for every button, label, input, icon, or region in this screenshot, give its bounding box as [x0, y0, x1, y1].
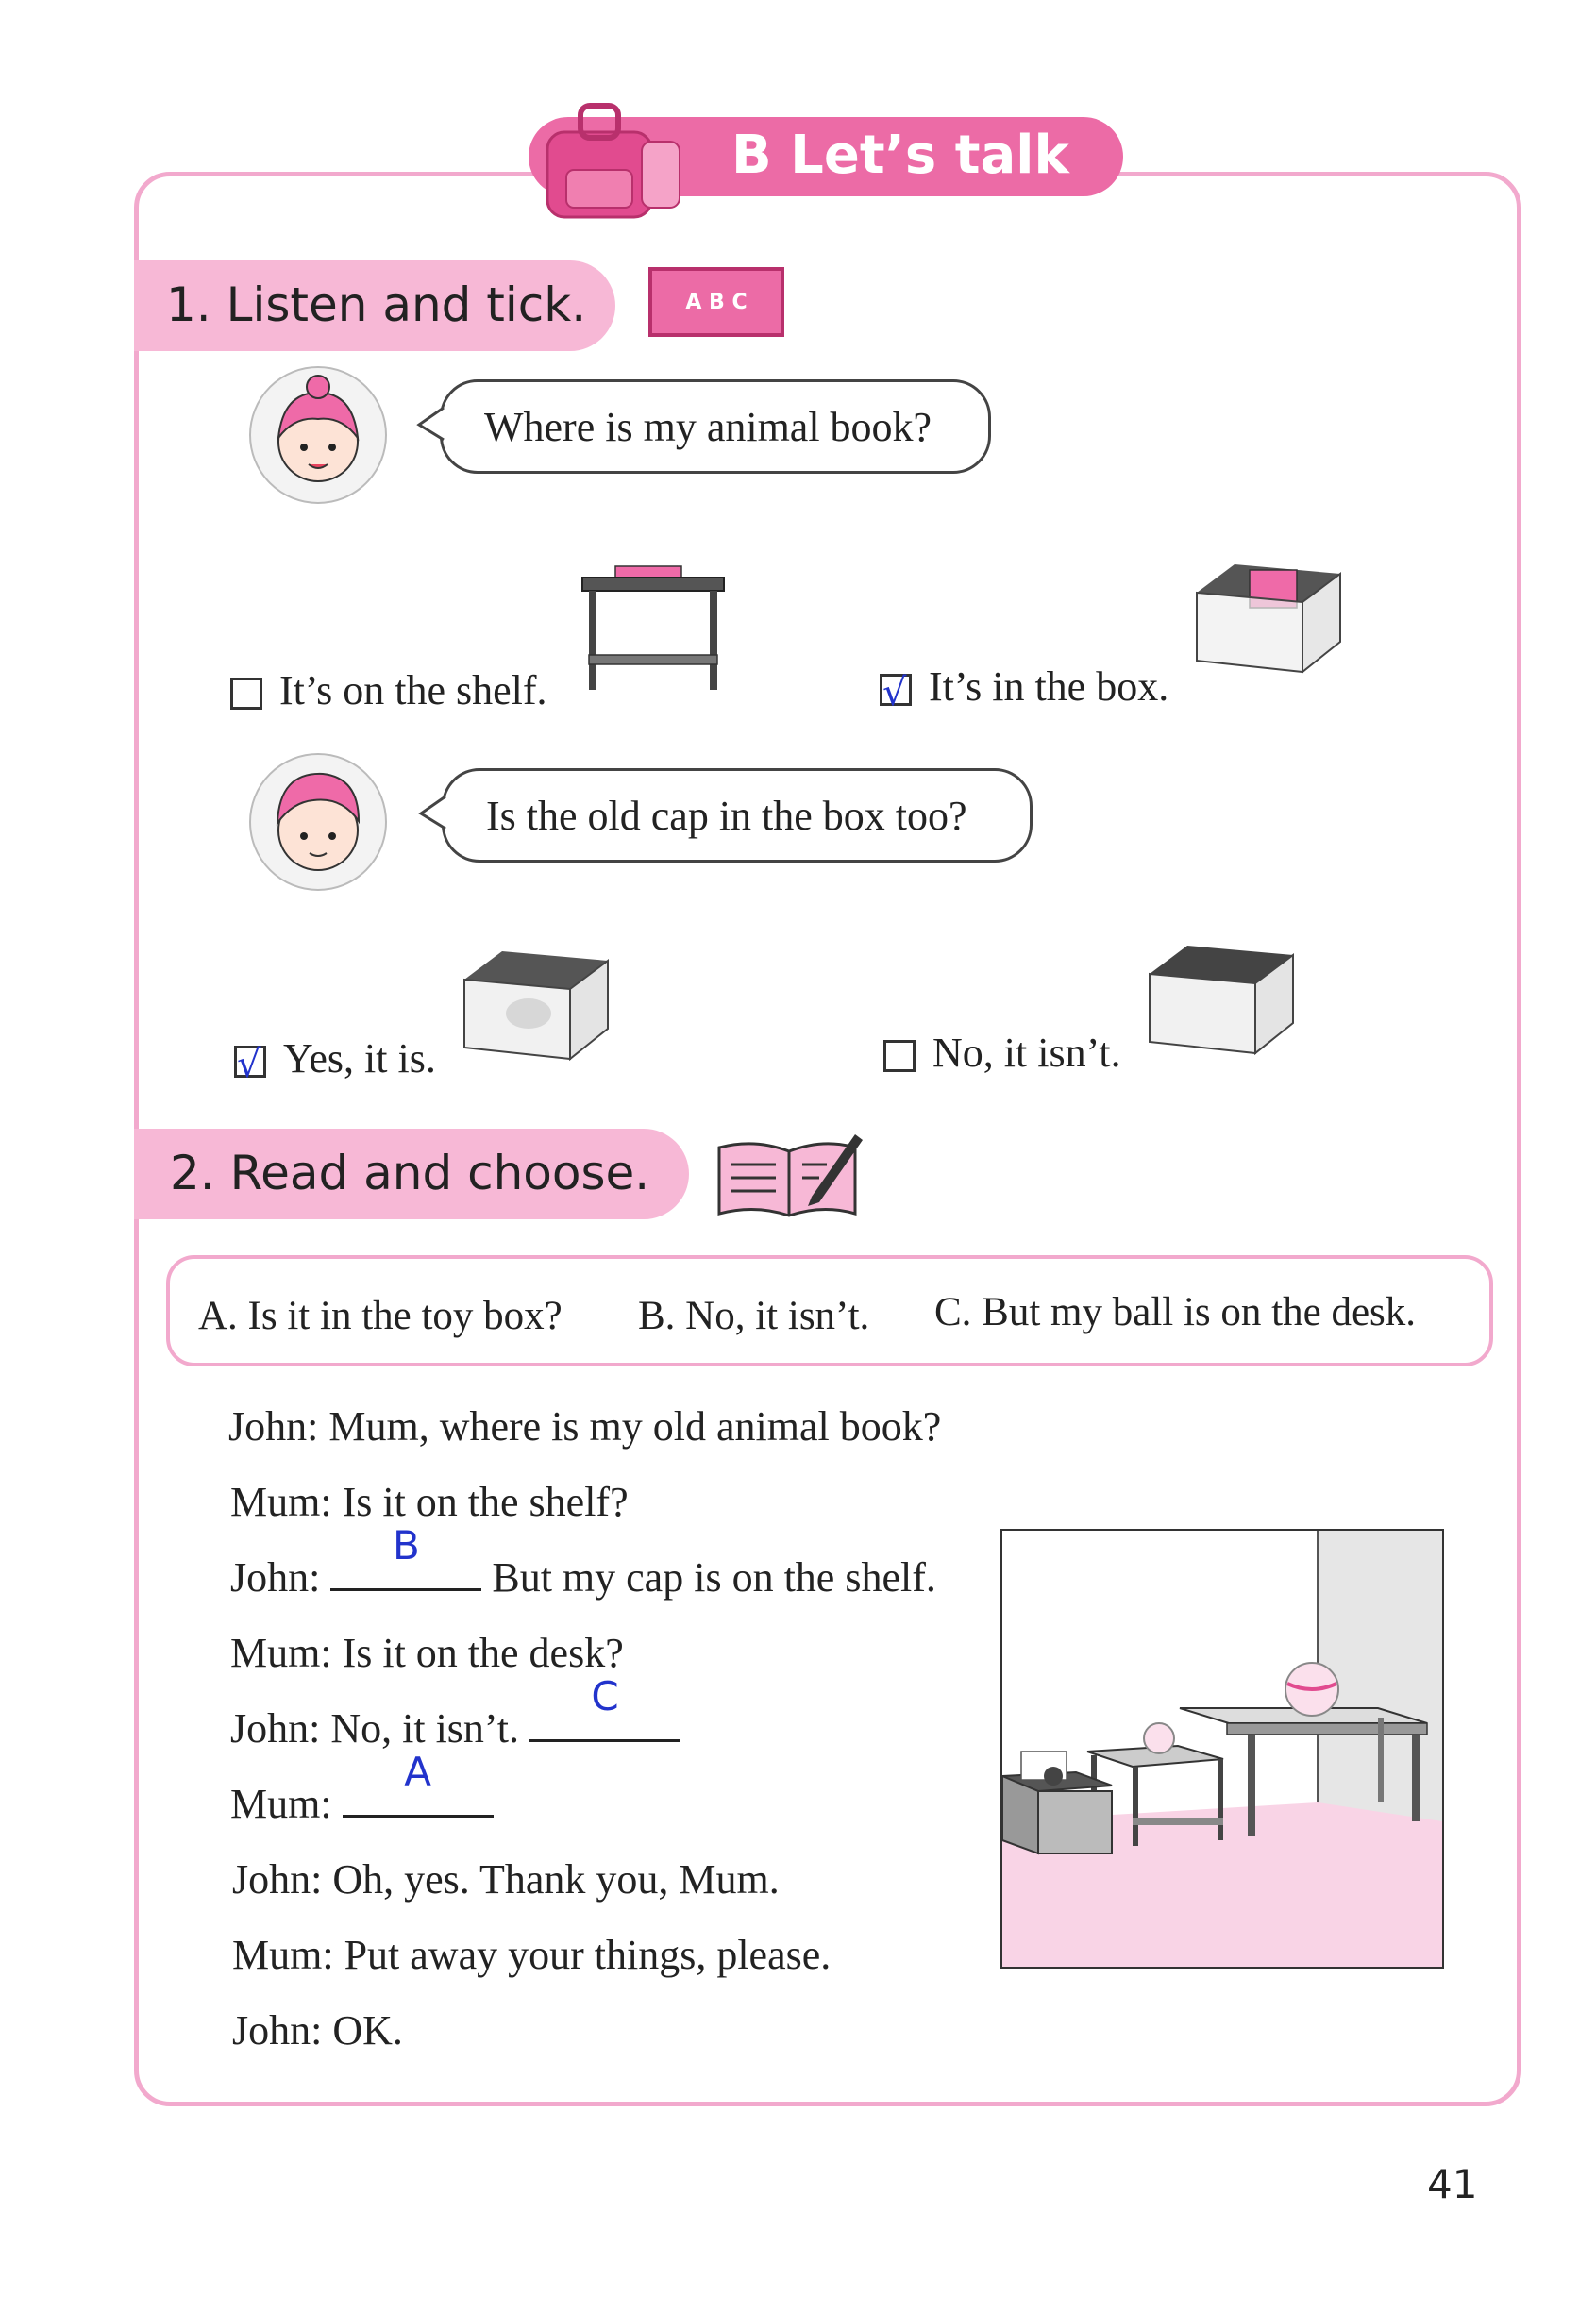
checkbox-yes[interactable] — [234, 1043, 266, 1086]
dialogue-line-4: Mum: Is it on the desk? — [230, 1630, 624, 1676]
schoolbag-icon — [529, 94, 708, 226]
svg-text:A B C: A B C — [685, 291, 748, 314]
option-no: No, it isn’t. — [932, 1030, 1121, 1076]
blank-2[interactable] — [529, 1673, 680, 1742]
section2-title: 2. Read and choose. — [170, 1146, 650, 1200]
checkbox-in-box[interactable] — [880, 671, 912, 714]
dialogue-line-8: Mum: Put away your things, please. — [232, 1932, 832, 1978]
abc-card-icon — [647, 266, 785, 338]
dialogue-line-9: John: OK. — [232, 2007, 403, 2054]
answer-3: A — [404, 1749, 431, 1795]
dialogue-line-3 — [230, 1522, 936, 1601]
answer-1: B — [392, 1522, 420, 1568]
box-with-cap-image — [461, 947, 612, 1070]
dialogue-line-1: John: Mum, where is my old animal book? — [228, 1403, 942, 1450]
speech-bubble-2 — [442, 768, 1033, 863]
girl-avatar-icon — [247, 364, 389, 506]
tick-in-box: √ — [882, 671, 907, 714]
box-with-book-image — [1193, 561, 1344, 683]
choice-c: C. But my ball is on the desk. — [934, 1290, 1417, 1334]
choice-b: B. No, it isn’t. — [638, 1294, 870, 1338]
page-number: 41 — [1427, 2161, 1478, 2207]
dialogue-line-2: Mum: Is it on the shelf? — [230, 1479, 629, 1525]
speech-bubble-1 — [440, 379, 991, 474]
option-in-box: It’s in the box. — [929, 663, 1169, 710]
room-illustration — [1000, 1529, 1444, 1969]
page-title: B Let’s talk — [731, 125, 1069, 186]
dialogue-line-7: John: Oh, yes. Thank you, Mum. — [232, 1856, 780, 1903]
checkbox-no[interactable] — [883, 1040, 916, 1072]
dialogue-line-5 — [230, 1673, 680, 1752]
blank-3[interactable] — [343, 1749, 494, 1818]
choice-a: A. Is it in the toy box? — [198, 1294, 563, 1338]
line-5-text: John: No, it isn’t. — [230, 1705, 530, 1752]
empty-box-image — [1146, 942, 1297, 1065]
option-yes: Yes, it is. — [283, 1035, 436, 1081]
blank-1[interactable] — [330, 1522, 481, 1591]
checkbox-on-shelf[interactable] — [230, 678, 262, 710]
boy-avatar-icon — [247, 751, 389, 893]
answer-2: C — [591, 1673, 619, 1719]
line-6-speaker: Mum: — [230, 1781, 343, 1827]
dialogue-line-6 — [230, 1749, 494, 1828]
option-on-shelf: It’s on the shelf. — [279, 667, 547, 713]
shelf-with-book-image — [578, 564, 729, 696]
line-3-speaker: John: — [230, 1554, 331, 1601]
tick-yes: √ — [237, 1043, 261, 1086]
bubble-1-tail — [415, 406, 445, 444]
section1-title: 1. Listen and tick. — [166, 277, 587, 332]
bubble-2-text: Is the old cap in the box too? — [486, 793, 967, 839]
bubble-1-text: Where is my animal book? — [484, 404, 932, 450]
bubble-2-tail — [417, 795, 447, 832]
line-3-text: But my cap is on the shelf. — [481, 1554, 936, 1601]
book-pencil-icon — [714, 1131, 865, 1219]
